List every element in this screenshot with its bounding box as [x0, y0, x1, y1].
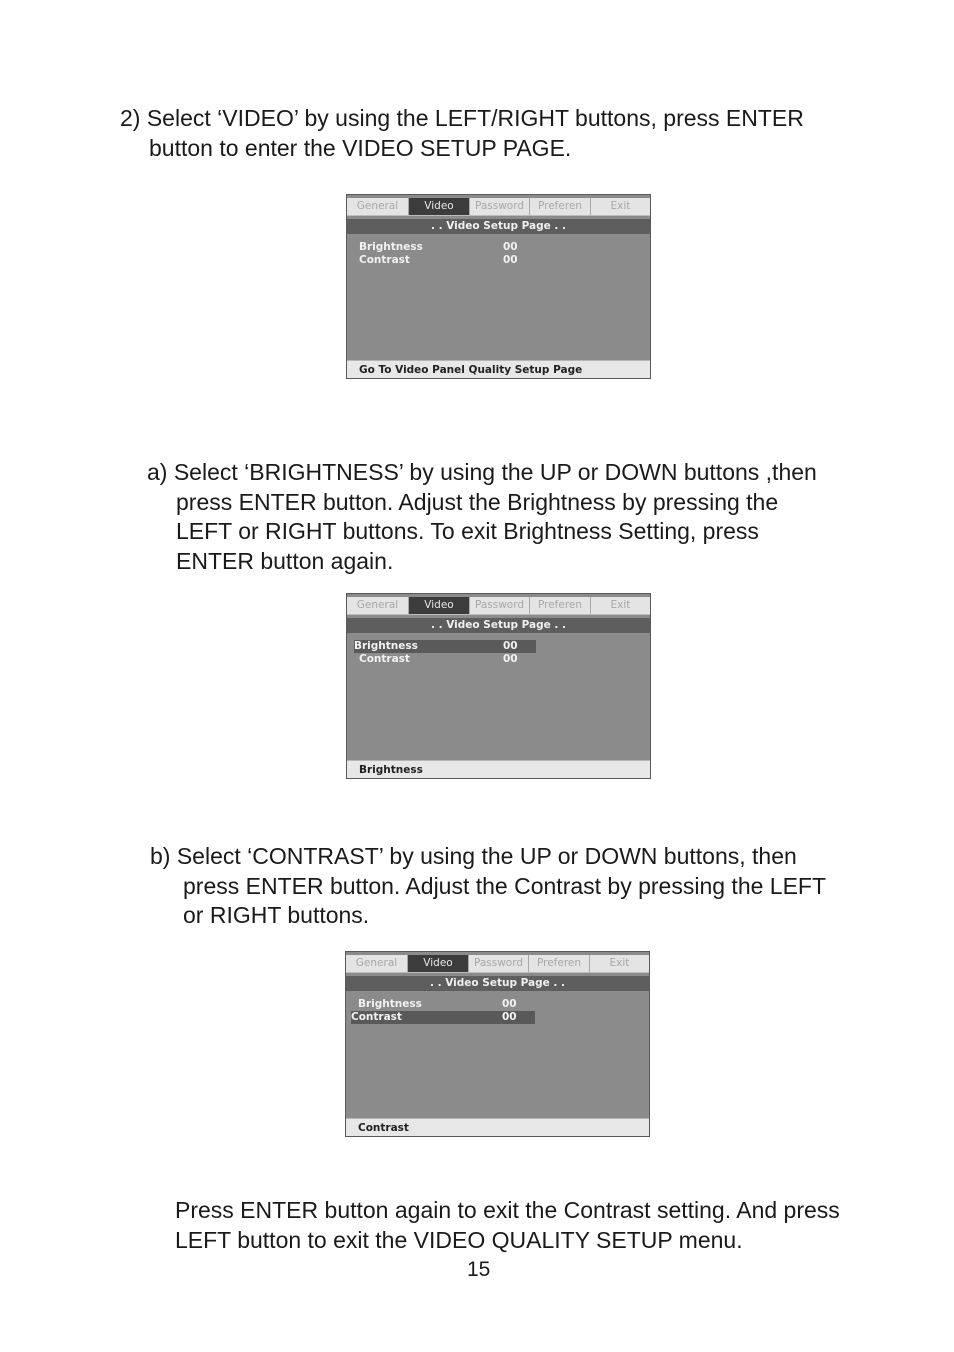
tab-general[interactable]: General — [347, 198, 409, 215]
step-2-line-1: 2) Select ‘VIDEO’ by using the LEFT/RIGHT buttons, press ENTER — [120, 105, 804, 131]
menu-item-brightness[interactable] — [359, 241, 534, 254]
brightness-label: Brightness — [359, 241, 423, 253]
osd-page-title: . . Video Setup Page . . — [347, 219, 650, 234]
closing-instruction — [175, 1196, 840, 1255]
step-a-line-2: press ENTER button. Adjust the Brightness by pressing the — [176, 488, 779, 515]
step-a-instruction — [147, 458, 817, 576]
tab-preferences[interactable]: Preferen — [529, 955, 590, 972]
brightness-label: Brightness — [358, 998, 422, 1010]
contrast-value: 00 — [503, 254, 518, 266]
tab-general[interactable]: General — [346, 955, 408, 972]
osd-status-bar: Brightness — [347, 760, 650, 778]
brightness-value: 00 — [502, 998, 517, 1010]
step-a-line-3: LEFT or RIGHT buttons. To exit Brightness Setting, press — [176, 518, 759, 544]
tab-preferences[interactable]: Preferen — [530, 198, 591, 215]
brightness-value: 00 — [503, 640, 518, 652]
closing-line-1: Press ENTER button again to exit the Contrast setting. And press — [175, 1197, 840, 1223]
osd-tab-bar — [347, 597, 650, 615]
menu-item-brightness[interactable] — [354, 640, 536, 653]
osd-status-bar: Contrast — [346, 1118, 649, 1136]
tab-password[interactable]: Password — [470, 597, 530, 614]
tab-video[interactable]: Video — [409, 198, 470, 215]
step-b-line-1: b) Select ‘CONTRAST’ by using the UP or DOWN buttons, then — [150, 843, 797, 869]
step-b-instruction — [150, 842, 826, 931]
menu-item-contrast[interactable] — [351, 1011, 535, 1024]
tab-password[interactable]: Password — [469, 955, 529, 972]
osd-tab-bar — [346, 955, 649, 973]
tab-exit[interactable]: Exit — [610, 599, 631, 611]
step-b-line-3: or RIGHT buttons. — [183, 902, 370, 928]
tab-preferences[interactable]: Preferen — [530, 597, 591, 614]
step-2-line-2: button to enter the VIDEO SETUP PAGE. — [149, 134, 572, 161]
tab-general[interactable]: General — [347, 597, 409, 614]
brightness-value: 00 — [503, 241, 518, 253]
menu-item-contrast[interactable] — [359, 254, 534, 267]
brightness-label: Brightness — [354, 640, 418, 652]
osd-page-title: . . Video Setup Page . . — [347, 618, 650, 633]
tab-exit[interactable]: Exit — [610, 200, 631, 212]
osd-page-title: . . Video Setup Page . . — [346, 976, 649, 991]
contrast-label: Contrast — [359, 254, 410, 266]
step-a-line-4: ENTER button again. — [176, 547, 394, 574]
osd-status-bar: Go To Video Panel Quality Setup Page — [347, 360, 650, 378]
contrast-value: 00 — [502, 1011, 517, 1023]
contrast-value: 00 — [503, 653, 518, 665]
osd-video-setup-page — [346, 194, 651, 379]
menu-item-brightness[interactable] — [358, 998, 533, 1011]
osd-brightness-selected — [346, 593, 651, 779]
tab-exit[interactable]: Exit — [609, 957, 630, 969]
tab-password[interactable]: Password — [470, 198, 530, 215]
osd-tab-bar — [347, 198, 650, 216]
step-b-line-2: press ENTER button. Adjust the Contrast by pressing the LEFT — [183, 872, 827, 899]
contrast-label: Contrast — [351, 1011, 402, 1023]
closing-line-2: LEFT button to exit the VIDEO QUALITY SETUP menu. — [175, 1226, 743, 1253]
step-a-line-1: a) Select ‘BRIGHTNESS’ by using the UP or DOWN buttons ,then — [147, 459, 817, 485]
tab-video[interactable]: Video — [408, 955, 469, 972]
contrast-label: Contrast — [359, 653, 410, 665]
osd-contrast-selected — [345, 951, 650, 1137]
tab-video[interactable]: Video — [409, 597, 470, 614]
menu-item-contrast[interactable] — [359, 653, 534, 666]
page-number: 15 — [467, 1258, 491, 1281]
step-2-instruction — [120, 104, 804, 163]
